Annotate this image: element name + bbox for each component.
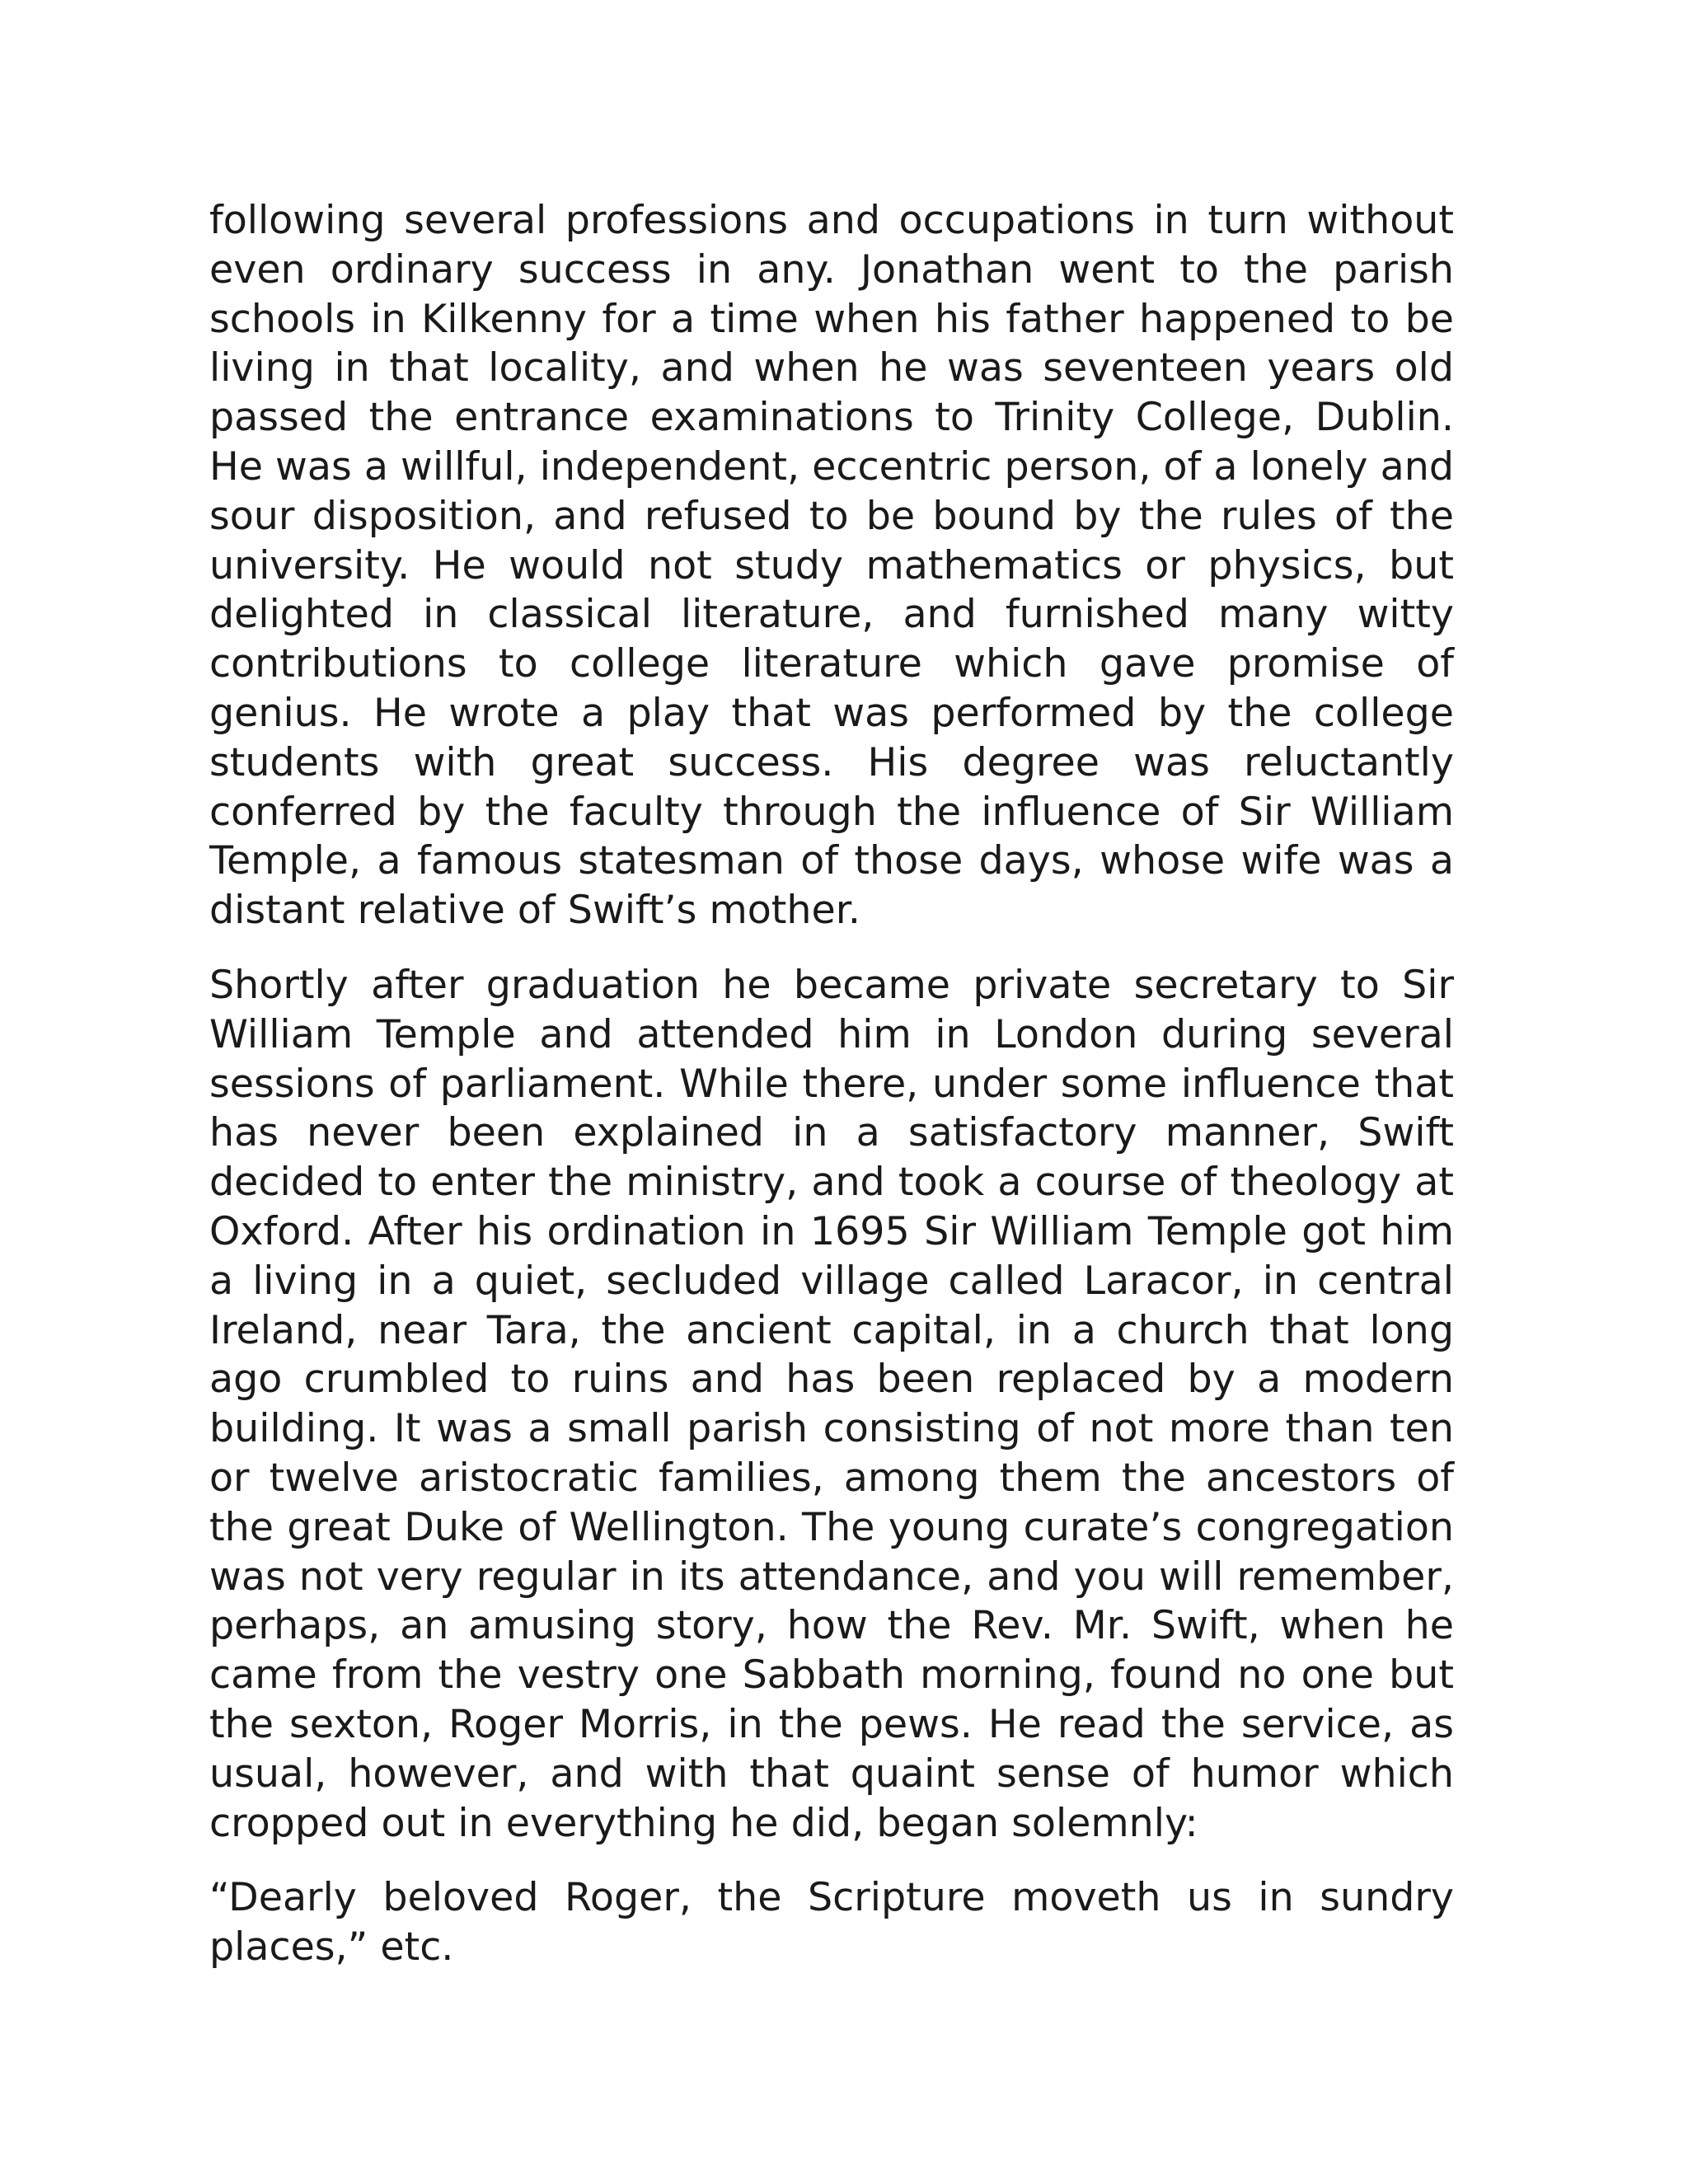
paragraph-2: Shortly after graduation he became private secretary to Sir William Temple and attended him in London during several sessions of parliament. While there, under some influence that has never been explained in a satisfactory manner, Swift decided to enter the ministry, and took a course of theology at Oxford. After his ordination in 1695 Sir William Temple got him a living in a quiet, secluded village called Laracor, in central Ireland, near Tara, the ancient capital, in a church that long ago crumbled to ruins and has been replaced by a modern building. It was a small parish consisting of not more than ten or twelve aristocratic families, among them the ancestors of the great Duke of Wellington. The young curate’s congregation was not very regular in its attendance, and you will remember, perhaps, an amusing story, how the Rev. Mr. Swift, when he came from the vestry one Sabbath morning, found no one but the sexton, Roger Morris, in the pews. He read the service, as usual, however, and with that quaint sense of humor which cropped out in everything he did, began solemnly: bbox=[209, 962, 1454, 1846]
document-page bbox=[209, 196, 1454, 1998]
paragraph-1: following several professions and occupations in turn without even ordinary success in any. Jonathan went to the parish schools in Kilkenny for a time when his father happened to be living in that locality, and when he was seventeen years old passed the entrance examinations to Trinity College, Dublin. He was a willful, independent, eccentric person, of a lonely and sour disposition, and refused to be bound by the rules of the university. He would not study mathematics or physics, but delighted in classical literature, and furnished many witty contributions to college literature which gave promise of genius. He wrote a play that was performed by the college students with great success. His degree was reluctantly conferred by the faculty through the influence of Sir William Temple, a famous statesman of those days, whose wife was a distant relative of Swift’s mother. bbox=[209, 198, 1454, 934]
paragraph-3: “Dearly beloved Roger, the Scripture moveth us in sundry places,” etc. bbox=[209, 1875, 1454, 1971]
